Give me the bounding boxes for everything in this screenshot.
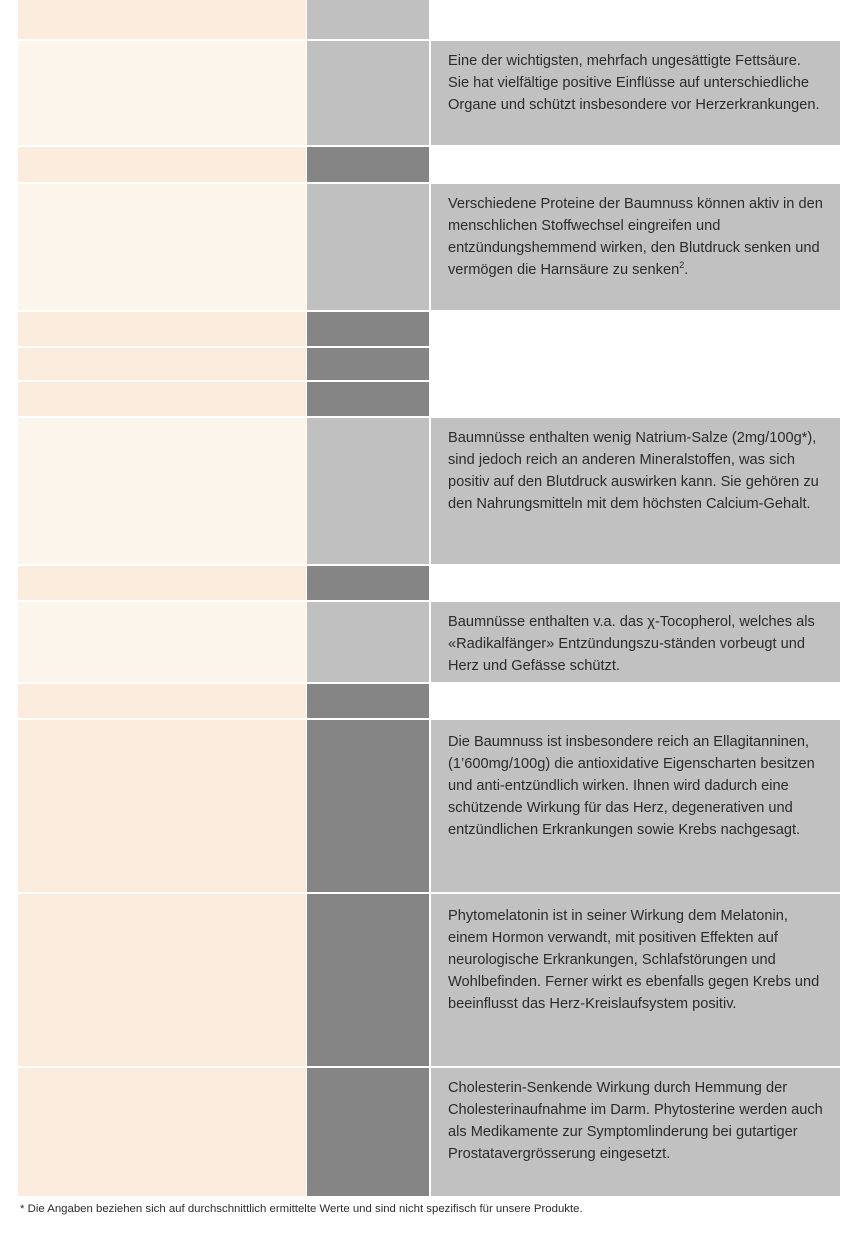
- nutrient-name-cell: [18, 418, 306, 564]
- table-row: [0, 566, 841, 600]
- content-value-cell: [307, 382, 429, 416]
- content-value-cell: [307, 418, 429, 564]
- content-value-cell: [307, 1068, 429, 1196]
- effect-description: [431, 720, 840, 892]
- content-value-cell: [307, 312, 429, 346]
- content-value-cell: [307, 184, 429, 310]
- effect-description-text: Die Baumnuss ist insbesondere reich an Ellagitanninen, (1’600mg/100g) die antioxidative Eigenscharten besitzen und anti-entzündlich wirken. Ihnen wird dadurch eine schützende Wirkung für das Herz, degenerativen und entzündlichen Erkrankungen sowie Krebs nachgesagt.: [448, 734, 815, 838]
- table-row: [0, 348, 841, 380]
- effect-description-text: Eine der wichtigsten, mehrfach ungesättigte Fettsäure. Sie hat vielfältige positive Einflüsse auf unterschiedliche Organe und schützt insbesondere vor Herzerkrankungen.: [448, 53, 820, 113]
- table-row: [0, 602, 841, 682]
- effect-description-text-end: .: [684, 262, 689, 278]
- effect-description: [431, 418, 840, 564]
- effect-description: [431, 184, 840, 310]
- table-row: [0, 720, 841, 892]
- footnote-reference: 2: [679, 260, 685, 271]
- table-row: [0, 312, 841, 346]
- effect-description-text: Verschiedene Proteine der Baumnuss können aktiv in den menschlichen Stoffwechsel eingreifen und entzündungshemmend wirken, den Blutdruck senken und vermögen die Harnsäure zu senken: [448, 196, 823, 278]
- effect-description-text: Baumnüsse enthalten wenig Natrium-Salze (2mg/100g*), sind jedoch reich an anderen Mineralstoffen, was sich positiv auf den Blutdruck auswirken kann. Sie gehören zu den Nahrungsmitteln mit dem höchsten Calcium-Gehalt.: [448, 430, 819, 512]
- table-row: [0, 41, 841, 145]
- table-row: [0, 382, 841, 416]
- nutrient-name-cell: [18, 312, 306, 346]
- table-row: [0, 0, 841, 39]
- effect-description-text: Cholesterin-Senkende Wirkung durch Hemmung der Cholesterinaufnahme im Darm. Phytosterine werden auch als Medikamente zur Symptomlinderung bei gutartiger Prostatavergrösserung eingesetzt.: [448, 1080, 823, 1162]
- effect-description: [431, 894, 840, 1066]
- effect-description: [431, 1068, 840, 1196]
- nutrient-name-cell: [18, 184, 306, 310]
- nutrient-name-cell: [18, 720, 306, 892]
- table-row: [0, 894, 841, 1066]
- table-row: [0, 1068, 841, 1196]
- nutrient-name-cell: [18, 1068, 306, 1196]
- effect-description-text: Baumnüsse enthalten v.a. das χ-Tocopherol, welches als «Radikalfänger» Entzündungszu-ständen vorbeugt und Herz und Gefässe schützt.: [448, 614, 815, 674]
- nutrient-name-cell: [18, 684, 306, 718]
- effect-description-text: Phytomelatonin ist in seiner Wirkung dem Melatonin, einem Hormon verwandt, mit positiven Effekten auf neurologische Erkrankungen, Schlafstörungen und Wohlbefinden. Ferner wirkt es ebenfalls gegen Krebs und beeinflusst das Herz-Kreislaufsystem positiv.: [448, 908, 820, 1012]
- content-value-cell: [307, 348, 429, 380]
- table-row: [0, 147, 841, 182]
- content-value-cell: [307, 720, 429, 892]
- content-value-cell: [307, 894, 429, 1066]
- effect-description: [431, 41, 840, 145]
- nutrient-name-cell: [18, 41, 306, 145]
- content-value-cell: [307, 0, 429, 39]
- nutrient-name-cell: [18, 566, 306, 600]
- nutrient-name-cell: [18, 147, 306, 182]
- content-value-cell: [307, 41, 429, 145]
- content-value-cell: [307, 147, 429, 182]
- content-value-cell: [307, 684, 429, 718]
- footnote: * Die Angaben beziehen sich auf durchschnittlich ermittelte Werte und sind nicht spezifisch für unsere Produkte.: [20, 1203, 583, 1215]
- nutrient-name-cell: [18, 894, 306, 1066]
- table-row: [0, 184, 841, 310]
- nutrient-name-cell: [18, 0, 306, 39]
- effect-description: [431, 602, 840, 682]
- nutrient-name-cell: [18, 382, 306, 416]
- table-row: [0, 418, 841, 564]
- nutrient-name-cell: [18, 348, 306, 380]
- nutrient-name-cell: [18, 602, 306, 682]
- content-value-cell: [307, 566, 429, 600]
- table-row: [0, 684, 841, 718]
- content-value-cell: [307, 602, 429, 682]
